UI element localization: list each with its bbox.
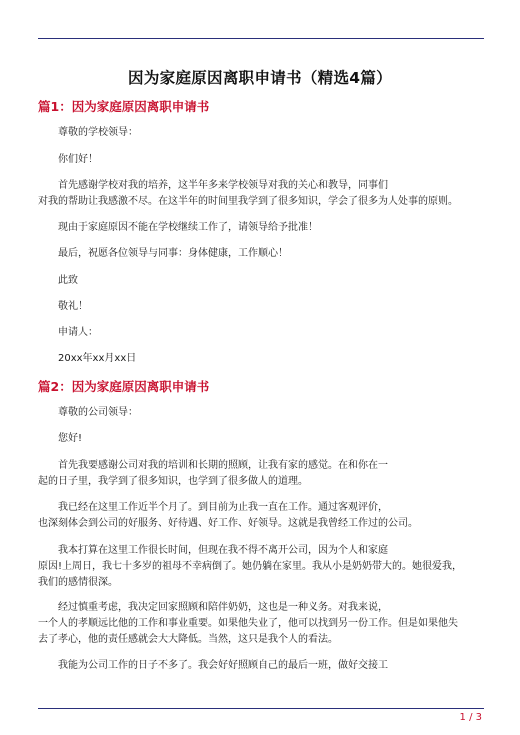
paragraph: 申请人： bbox=[58, 327, 98, 338]
paragraph: 经过慎重考虑，我决定回家照顾和陪伴奶奶，这也是一种义务。对我来说， 一个人的孝顺远比他的工作和事业重要。如果他失业了，他可以找到另一份工作。但是如果他失 去了孝心，他的责任感就会大大降低。当然，这只是我个人的看法。 bbox=[38, 602, 458, 645]
paragraph: 敬礼！ bbox=[58, 301, 88, 312]
paragraph: 尊敬的学校领导： bbox=[58, 127, 138, 138]
paragraph: 我已经在这里工作近半个月了。到目前为止我一直在工作。通过客观评价， 也深刻体会到公司的好服务、好待遇、好工作、好领导。这就是我曾经工作过的公司。 bbox=[38, 502, 418, 529]
bottom-divider bbox=[38, 708, 484, 709]
paragraph: 首先感谢学校对我的培养，这半年多来学校领导对我的关心和教导，同事们 对我的帮助让我感激不尽。在这半年的时间里我学到了很多知识，学会了很多为人处事的原则。 bbox=[38, 180, 458, 207]
section-heading-2: 篇2：因为家庭原因离职申请书 bbox=[38, 379, 210, 394]
section-heading-1: 篇1：因为家庭原因离职申请书 bbox=[38, 99, 210, 114]
document-title: 因为家庭原因离职申请书（精选4篇） bbox=[128, 69, 392, 87]
page-indicator: 1 / 3 bbox=[459, 712, 482, 723]
paragraph: 您好! bbox=[58, 433, 83, 444]
paragraph: 首先我要感谢公司对我的培训和长期的照顾，让我有家的感觉。在和你在一 起的日子里，我学到了很多知识，也学到了很多做人的道理。 bbox=[38, 460, 388, 487]
paragraph: 最后，祝愿各位领导与同事：身体健康，工作顺心！ bbox=[58, 248, 288, 259]
paragraph: 20xx年xx月xx日 bbox=[58, 353, 137, 364]
paragraph: 尊敬的公司领导： bbox=[58, 407, 138, 418]
paragraph: 现由于家庭原因不能在学校继续工作了，请领导给予批准！ bbox=[58, 222, 318, 233]
top-divider bbox=[38, 38, 484, 39]
paragraph: 我本打算在这里工作很长时间，但现在我不得不离开公司，因为个人和家庭 原因!上周日，我七十多岁的祖母不幸病倒了。她仍躺在家里。我从小是奶奶带大的。她很爱我， 我们的感情很深。 bbox=[38, 545, 463, 588]
paragraph: 我能为公司工作的日子不多了。我会好好照顾自己的最后一班，做好交接工 bbox=[58, 660, 388, 671]
paragraph: 你们好！ bbox=[58, 154, 98, 165]
paragraph: 此致 bbox=[58, 275, 78, 286]
